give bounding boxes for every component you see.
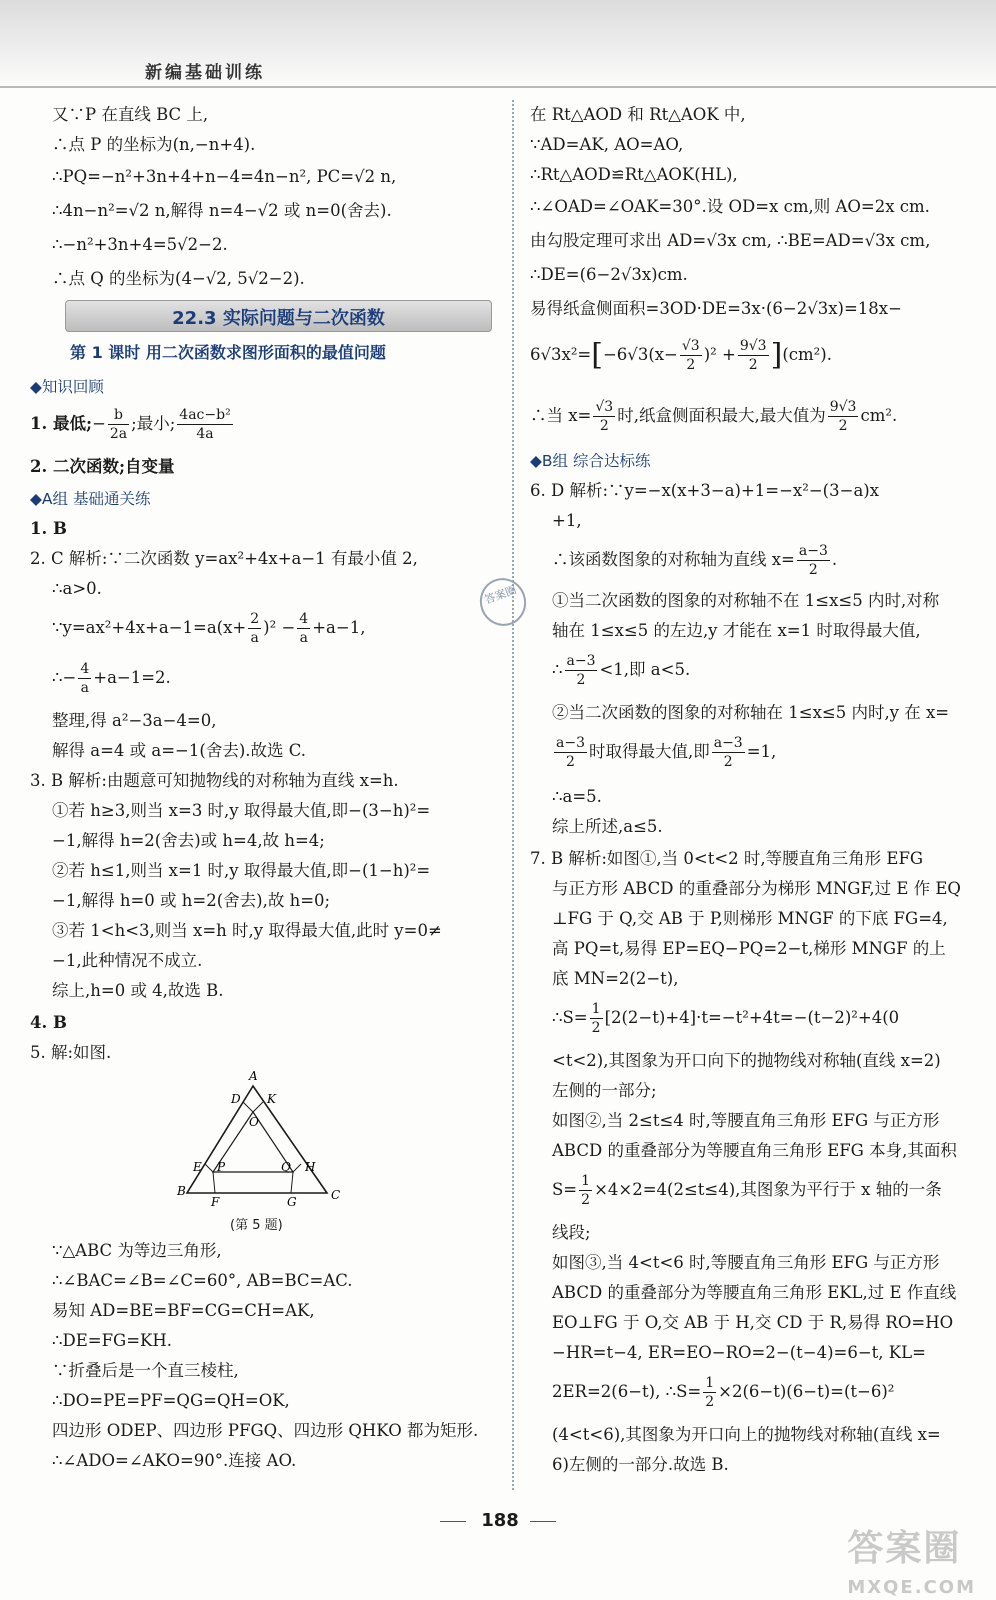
- answer-b6-line: 轴在 1≤x≤5 的左边,y 才能在 x=1 时取得最大值,: [552, 621, 921, 640]
- answer-b6-line: ①当二次函数的图象的对称轴不在 1≤x≤5 内时,对称: [552, 591, 940, 610]
- answer-a2-line: ∴− $\frac{4}{a}$ +a−1=2.: [52, 661, 171, 696]
- answer-b7-line: ∴S= $\frac{1}{2}$ [2(2−t)+4]·t=−t²+4t=−(t−2)²+4(0: [552, 1001, 900, 1036]
- answer-a3-line: ③若 1<h<3,则当 x=h 时,y 取得最大值,此时 y=0≠: [52, 921, 442, 940]
- label-K: K: [267, 1092, 276, 1106]
- answer-a5-line: ∵折叠后是一个直三棱柱,: [52, 1361, 239, 1380]
- answer-a5-line: ∴DO=PE=PF=QG=QH=OK,: [52, 1391, 290, 1410]
- answer-b6-line: ∴ $\frac{a-3}{2}$ <1,即 a<5.: [552, 653, 691, 688]
- label-A: A: [249, 1069, 258, 1083]
- answer-b7-line: <t<2),其图象为开口向下的抛物线对称轴(直线 x=2): [552, 1051, 941, 1070]
- label-G: G: [287, 1195, 297, 1209]
- triangle-figure: [175, 1068, 355, 1218]
- section-title: 22.3 实际问题与二次函数: [172, 308, 385, 329]
- answer-a5-line: ∴DE=FG=KH.: [52, 1331, 173, 1350]
- answer-b7-line: ⊥FG 于 Q,交 AB 于 P,则梯形 MNGF 的下底 FG=4,: [552, 909, 948, 928]
- answer-a3-line: −1,解得 h=0 或 h=2(舍去),故 h=0;: [52, 891, 331, 910]
- answer-b7-line: (4<t<6),其图象为开口向上的抛物线对称轴(直线 x=: [552, 1425, 941, 1444]
- text-line: 在 Rt△AOD 和 Rt△AOK 中,: [530, 105, 746, 124]
- answer-b7-line: 6)左侧的一部分.故选 B.: [552, 1455, 729, 1474]
- answer-a3-line: 综上,h=0 或 4,故选 B.: [52, 981, 224, 1000]
- section-title-bar: [65, 300, 492, 332]
- text-line: ∴∠OAD=∠OAK=30°.设 OD=x cm,则 AO=2x cm.: [530, 197, 930, 216]
- answer-a3-line: ②若 h≤1,则当 x=1 时,y 取得最大值,即−(1−h)²=: [52, 861, 431, 880]
- label-E: E: [193, 1160, 202, 1174]
- text-line: ∴−n²+3n+4=5√2−2.: [52, 235, 228, 254]
- answer-b6-line: +1,: [552, 511, 582, 530]
- answer-a3-line: −1,解得 h=2(舍去)或 h=4,故 h=4;: [52, 831, 325, 850]
- label-B: B: [177, 1184, 186, 1198]
- diamond-icon: ◆: [30, 490, 42, 508]
- answer-b6-line: ∴该函数图象的对称轴为直线 x= $\frac{a-3}{2}$ .: [552, 543, 838, 578]
- text-line: 由勾股定理可求出 AD=√3x cm, ∴BE=AD=√3x cm,: [530, 231, 931, 250]
- watermark-line1: 答案圈: [847, 1528, 962, 1569]
- answer-b6-line: $\frac{a-3}{2}$ 时取得最大值,即 $\frac{a-3}{2}$ =1,: [556, 735, 777, 770]
- page-dash-left: [440, 1521, 466, 1522]
- knowledge-heading: ◆知识回顾: [30, 378, 104, 396]
- figure-caption: (第 5 题): [230, 1218, 283, 1233]
- answer-a2-line: 整理,得 a²−3a−4=0,: [52, 711, 217, 730]
- group-b-heading: ◆B组 综合达标练: [530, 452, 651, 470]
- answer-b7-line: −HR=t−4, ER=EO−RO=2−(t−4)=6−t, KL=: [552, 1343, 926, 1362]
- answer-a4: 4. B: [30, 1013, 67, 1032]
- answer-b6-line: 综上所述,a≤5.: [552, 817, 663, 836]
- lesson-title: 第 1 课时 用二次函数求图形面积的最值问题: [70, 343, 386, 362]
- answer-a2-line: 解得 a=4 或 a=−1(舍去).故选 C.: [52, 741, 307, 760]
- diamond-icon: ◆: [530, 452, 542, 470]
- label-O: O: [249, 1115, 259, 1129]
- answer-a5-line: 易知 AD=BE=BF=CG=CH=AK,: [52, 1301, 315, 1320]
- answer-a2-line: ∵y=ax²+4x+a−1=a(x+ $\frac{2}{a}$ )² − $\frac{4}{a}$ +a−1,: [52, 611, 366, 646]
- label-H: H: [305, 1160, 316, 1174]
- watermark: [847, 1520, 976, 1598]
- header-title: 新编基础训练: [145, 63, 265, 83]
- answer-a5-line: ∵△ABC 为等边三角形,: [52, 1241, 222, 1260]
- answer-b7-line: 左侧的一部分;: [552, 1081, 657, 1100]
- answer-b7-line: 底 MN=2(2−t),: [552, 969, 679, 988]
- answer-b7-line: 2ER=2(6−t), ∴S= $\frac{1}{2}$ ×2(6−t)(6−t)=(t−6)²: [552, 1375, 895, 1410]
- label-Q: Q: [281, 1160, 291, 1174]
- diamond-icon: ◆: [30, 378, 42, 396]
- answer-a5-line: ∴∠BAC=∠B=∠C=60°, AB=BC=AC.: [52, 1271, 353, 1290]
- answer-b7-line: 与正方形 ABCD 的重叠部分为梯形 MNGF,过 E 作 EQ: [552, 879, 961, 898]
- answer-1: 1. 最低;− $\frac{b}{2a}$ ;最小; $\frac{\text{4ac−b²}}{4a}$: [30, 407, 231, 442]
- answer-b7-line: 7. B 解析:如图①,当 0<t<2 时,等腰直角三角形 EFG: [530, 849, 924, 868]
- answer-a3-line: −1,此种情况不成立.: [52, 951, 203, 970]
- page-number: 188: [481, 1510, 519, 1531]
- answer-b6-line: ②当二次函数的图象的对称轴在 1≤x≤5 内时,y 在 x=: [552, 703, 950, 722]
- label-D: D: [231, 1092, 241, 1106]
- label-C: C: [331, 1188, 341, 1202]
- text-line: ∴点 P 的坐标为(n,−n+4).: [52, 135, 256, 154]
- answer-b7-line: 如图③,当 4<t<6 时,等腰直角三角形 EFG 与正方形: [552, 1253, 940, 1272]
- answer-a5-line: 四边形 ODEP、四边形 PFGQ、四边形 QHKO 都为矩形.: [52, 1421, 479, 1440]
- answer-a2-line: 2. C 解析:∵二次函数 y=ax²+4x+a−1 有最小值 2,: [30, 549, 418, 568]
- equation-line: 6√3x²=[−6√3(x− $\frac{√3}{2}$ )² + $\frac{9√3}{2}$ ](cm²).: [530, 337, 832, 373]
- answer-b7-line: S= $\frac{1}{2}$ ×4×2=4(2≤t≤4),其图象为平行于 x 轴的一条: [552, 1173, 942, 1208]
- answer-b6-line: 6. D 解析:∵y=−x(x+3−a)+1=−x²−(3−a)x: [530, 481, 880, 500]
- text-line: 易得纸盒侧面积=3OD·DE=3x·(6−2√3x)=18x−: [530, 299, 902, 318]
- answer-2: 2. 二次函数;自变量: [30, 457, 175, 476]
- answer-a5-line: ∴∠ADO=∠AKO=90°.连接 AO.: [52, 1451, 297, 1470]
- text-line: ∴点 Q 的坐标为(4−√2, 5√2−2).: [52, 269, 305, 288]
- answer-b7-line: ABCD 的重叠部分为等腰直角三角形 EKL,过 E 作直线: [552, 1283, 957, 1302]
- group-a-heading: ◆A组 基础通关练: [30, 490, 151, 508]
- page-dash-right: [530, 1521, 556, 1522]
- text-line: ∵AD=AK, AO=AO,: [530, 135, 684, 154]
- text-line: ∴Rt△AOD≌Rt△AOK(HL),: [530, 165, 738, 184]
- text-line: ∴PQ=−n²+3n+4+n−4=4n−n², PC=√2 n,: [52, 167, 397, 186]
- answer-b6-line: ∴a=5.: [552, 787, 602, 806]
- text-line: ∴DE=(6−2√3x)cm.: [530, 265, 688, 284]
- answer-b7-line: 高 PQ=t,易得 EP=EQ−PQ=2−t,梯形 MNGF 的上: [552, 939, 946, 958]
- answer-b7-line: 如图②,当 2≤t≤4 时,等腰直角三角形 EFG 与正方形: [552, 1111, 940, 1130]
- answer-a3-line: ①若 h≥3,则当 x=3 时,y 取得最大值,即−(3−h)²=: [52, 801, 431, 820]
- label-P: P: [217, 1160, 226, 1174]
- answer-b7-line: ABCD 的重叠部分为等腰直角三角形 EFG 本身,其面积: [552, 1141, 957, 1160]
- stamp-watermark: 答案圈: [473, 572, 533, 633]
- answer-b7-line: EO⊥FG 于 O,交 AB 于 H,交 CD 于 R,易得 RO=HO: [552, 1313, 954, 1332]
- answer-a5: 5. 解:如图.: [30, 1043, 112, 1062]
- watermark-line2: MXQE.COM: [847, 1577, 976, 1598]
- header-rule: [0, 86, 996, 88]
- label-F: F: [211, 1195, 220, 1209]
- answer-a3-line: 3. B 解析:由题意可知抛物线的对称轴为直线 x=h.: [30, 771, 399, 790]
- column-divider: [512, 100, 514, 1490]
- text-line: ∴4n−n²=√2 n,解得 n=4−√2 或 n=0(舍去).: [52, 201, 392, 220]
- answer-b7-line: 线段;: [552, 1223, 591, 1242]
- text-line: 又∵P 在直线 BC 上,: [52, 105, 209, 124]
- answer-line: ∴当 x= $\frac{√3}{2}$ 时,纸盒侧面积最大,最大值为 $\frac{9√3}{2}$ cm².: [530, 399, 898, 434]
- answer-a2-line: ∴a>0.: [52, 579, 102, 598]
- answer-a1: 1. B: [30, 519, 67, 538]
